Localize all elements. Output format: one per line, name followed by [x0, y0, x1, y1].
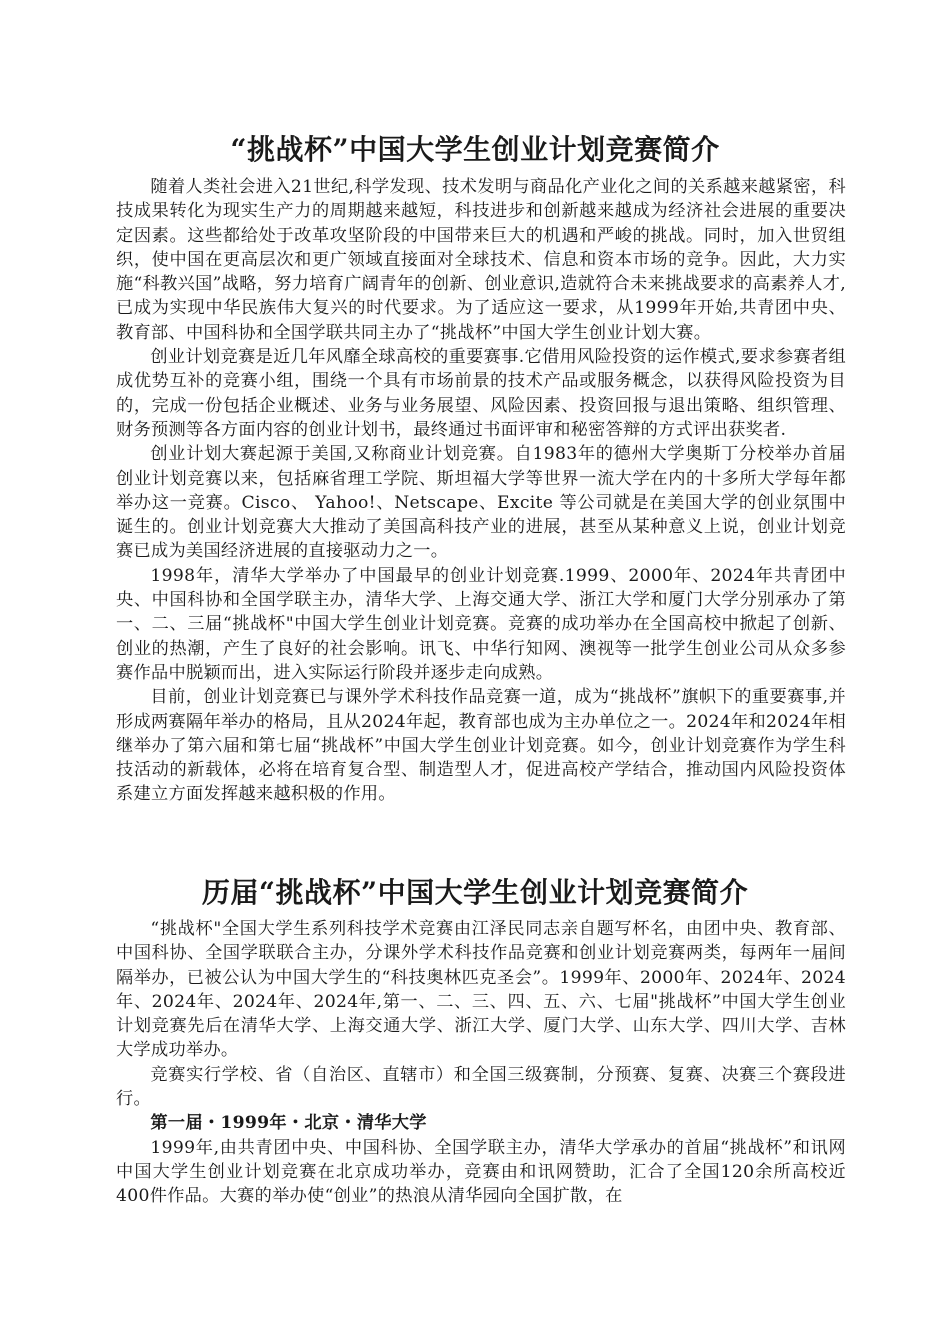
section-title: 历届“挑战杯”中国大学生创业计划竞赛简介: [201, 876, 749, 909]
document-title: “挑战杯”中国大学生创业计划竞赛简介: [230, 133, 720, 166]
history-section: [116, 917, 846, 1209]
paragraph: 随着人类社会进入21世纪,科学发现、技术发明与商品化产业化之间的关系越来越紧密，科技成果转化为现实生产力的周期越来越短，科技进步和创新越来越成为经济社会进展的重要决定因素。这些都给处于改革攻坚阶段的中国带来巨大的机遇和严峻的挑战。同时，加入世贸组织，使中国在更高层次和更广领域直接面对全球技术、信息和资本市场的竞争。因此，大力实施“科教兴国”战略，努力培育广阔青年的创新、创业意识,造就符合未来挑战要求的高素养人才,已成为实现中华民族伟大复兴的时代要求。为了适应这一要求，从1999年开始,共青团中央、教育部、中国科协和全国学联共同主办了“挑战杯”中国大学生创业计划大赛。: [116, 177, 846, 343]
paragraph: 创业计划大赛起源于美国,又称商业计划竞赛。自1983年的德州大学奥斯丁分校举办首届创业计划竞赛以来，包括麻省理工学院、斯坦福大学等世界一流大学在内的十多所大学每年都举办这一竞赛。Cisco、 Yahoo!、Netscape、Excite 等公司就是在美国大学的创业氛围中诞生的。创业计划竞赛大大推动了美国高科技产业的进展，甚至从某种意义上说，创业计划竞赛已成为美国经济进展的直接驱动力之一。: [116, 444, 846, 562]
intro-section: [116, 175, 846, 807]
paragraph: 创业计划竞赛是近几年风靡全球高校的重要赛事.它借用风险投资的运作模式,要求参赛者组成优势互补的竞赛小组，围绕一个具有市场前景的技术产品或服务概念，以获得风险投资为目的，完成一份包括企业概述、业务与业务展望、风险因素、投资回报与退出策略、组织管理、财务预测等各方面内容的创业计划书，最终通过书面评审和秘密答辩的方式评出获奖者.: [116, 347, 846, 440]
paragraph: “挑战杯"全国大学生系列科技学术竞赛由江泽民同志亲自题写杯名，由团中央、教育部、中国科协、全国学联联合主办，分课外学术科技作品竞赛和创业计划竞赛两类，每两年一届间隔举办，已被公认为中国大学生的“科技奥林匹克圣会”。1999年、2000年、2024年、2024年、2024年、2024年、2024年,第一、二、三、四、五、六、七届"挑战杯”中国大学生创业计划竞赛先后在清华大学、上海交通大学、浙江大学、厦门大学、山东大学、四川大学、吉林大学成功举办。: [116, 919, 846, 1061]
paragraph: 竞赛实行学校、省（自治区、直辖市）和全国三级赛制，分预赛、复赛、决赛三个赛段进行。: [116, 1064, 846, 1110]
paragraph: 目前，创业计划竞赛已与课外学术科技作品竞赛一道，成为“挑战杯”旗帜下的重要赛事,并形成两赛隔年举办的格局，且从2024年起，教育部也成为主办单位之一。2024年和2024年相继举办了第六届和第七届“挑战杯”中国大学生创业计划竞赛。如今，创业计划竞赛作为学生科技活动的新载体，必将在培育复合型、制造型人才，促进高校产学结合，推动国内风险投资体系建立方面发挥越来越积极的作用。: [116, 687, 846, 805]
subheading: 第一届・1999年・北京・清华大学: [150, 1113, 427, 1134]
paragraph: 1998年，清华大学举办了中国最早的创业计划竞赛.1999、2000年、2024年共青团中央、中国科协和全国学联主办，清华大学、上海交通大学、浙江大学和厦门大学分别承办了第一、二、三届“挑战杯"中国大学生创业计划竞赛。竞赛的成功举办在全国高校中掀起了创新、创业的热潮，产生了良好的社会影响。讯飞、中华行知网、澳视等一批学生创业公司从众多参赛作品中脱颖而出，进入实际运行阶段并逐步走向成熟。: [116, 565, 846, 683]
paragraph: 1999年,由共青团中央、中国科协、全国学联主办，清华大学承办的首届“挑战杯”和讯网中国大学生创业计划竞赛在北京成功举办，竞赛由和讯网赞助，汇合了全国120余所高校近400件作品。大赛的举办使“创业”的热浪从清华园向全国扩散，在: [116, 1137, 846, 1207]
